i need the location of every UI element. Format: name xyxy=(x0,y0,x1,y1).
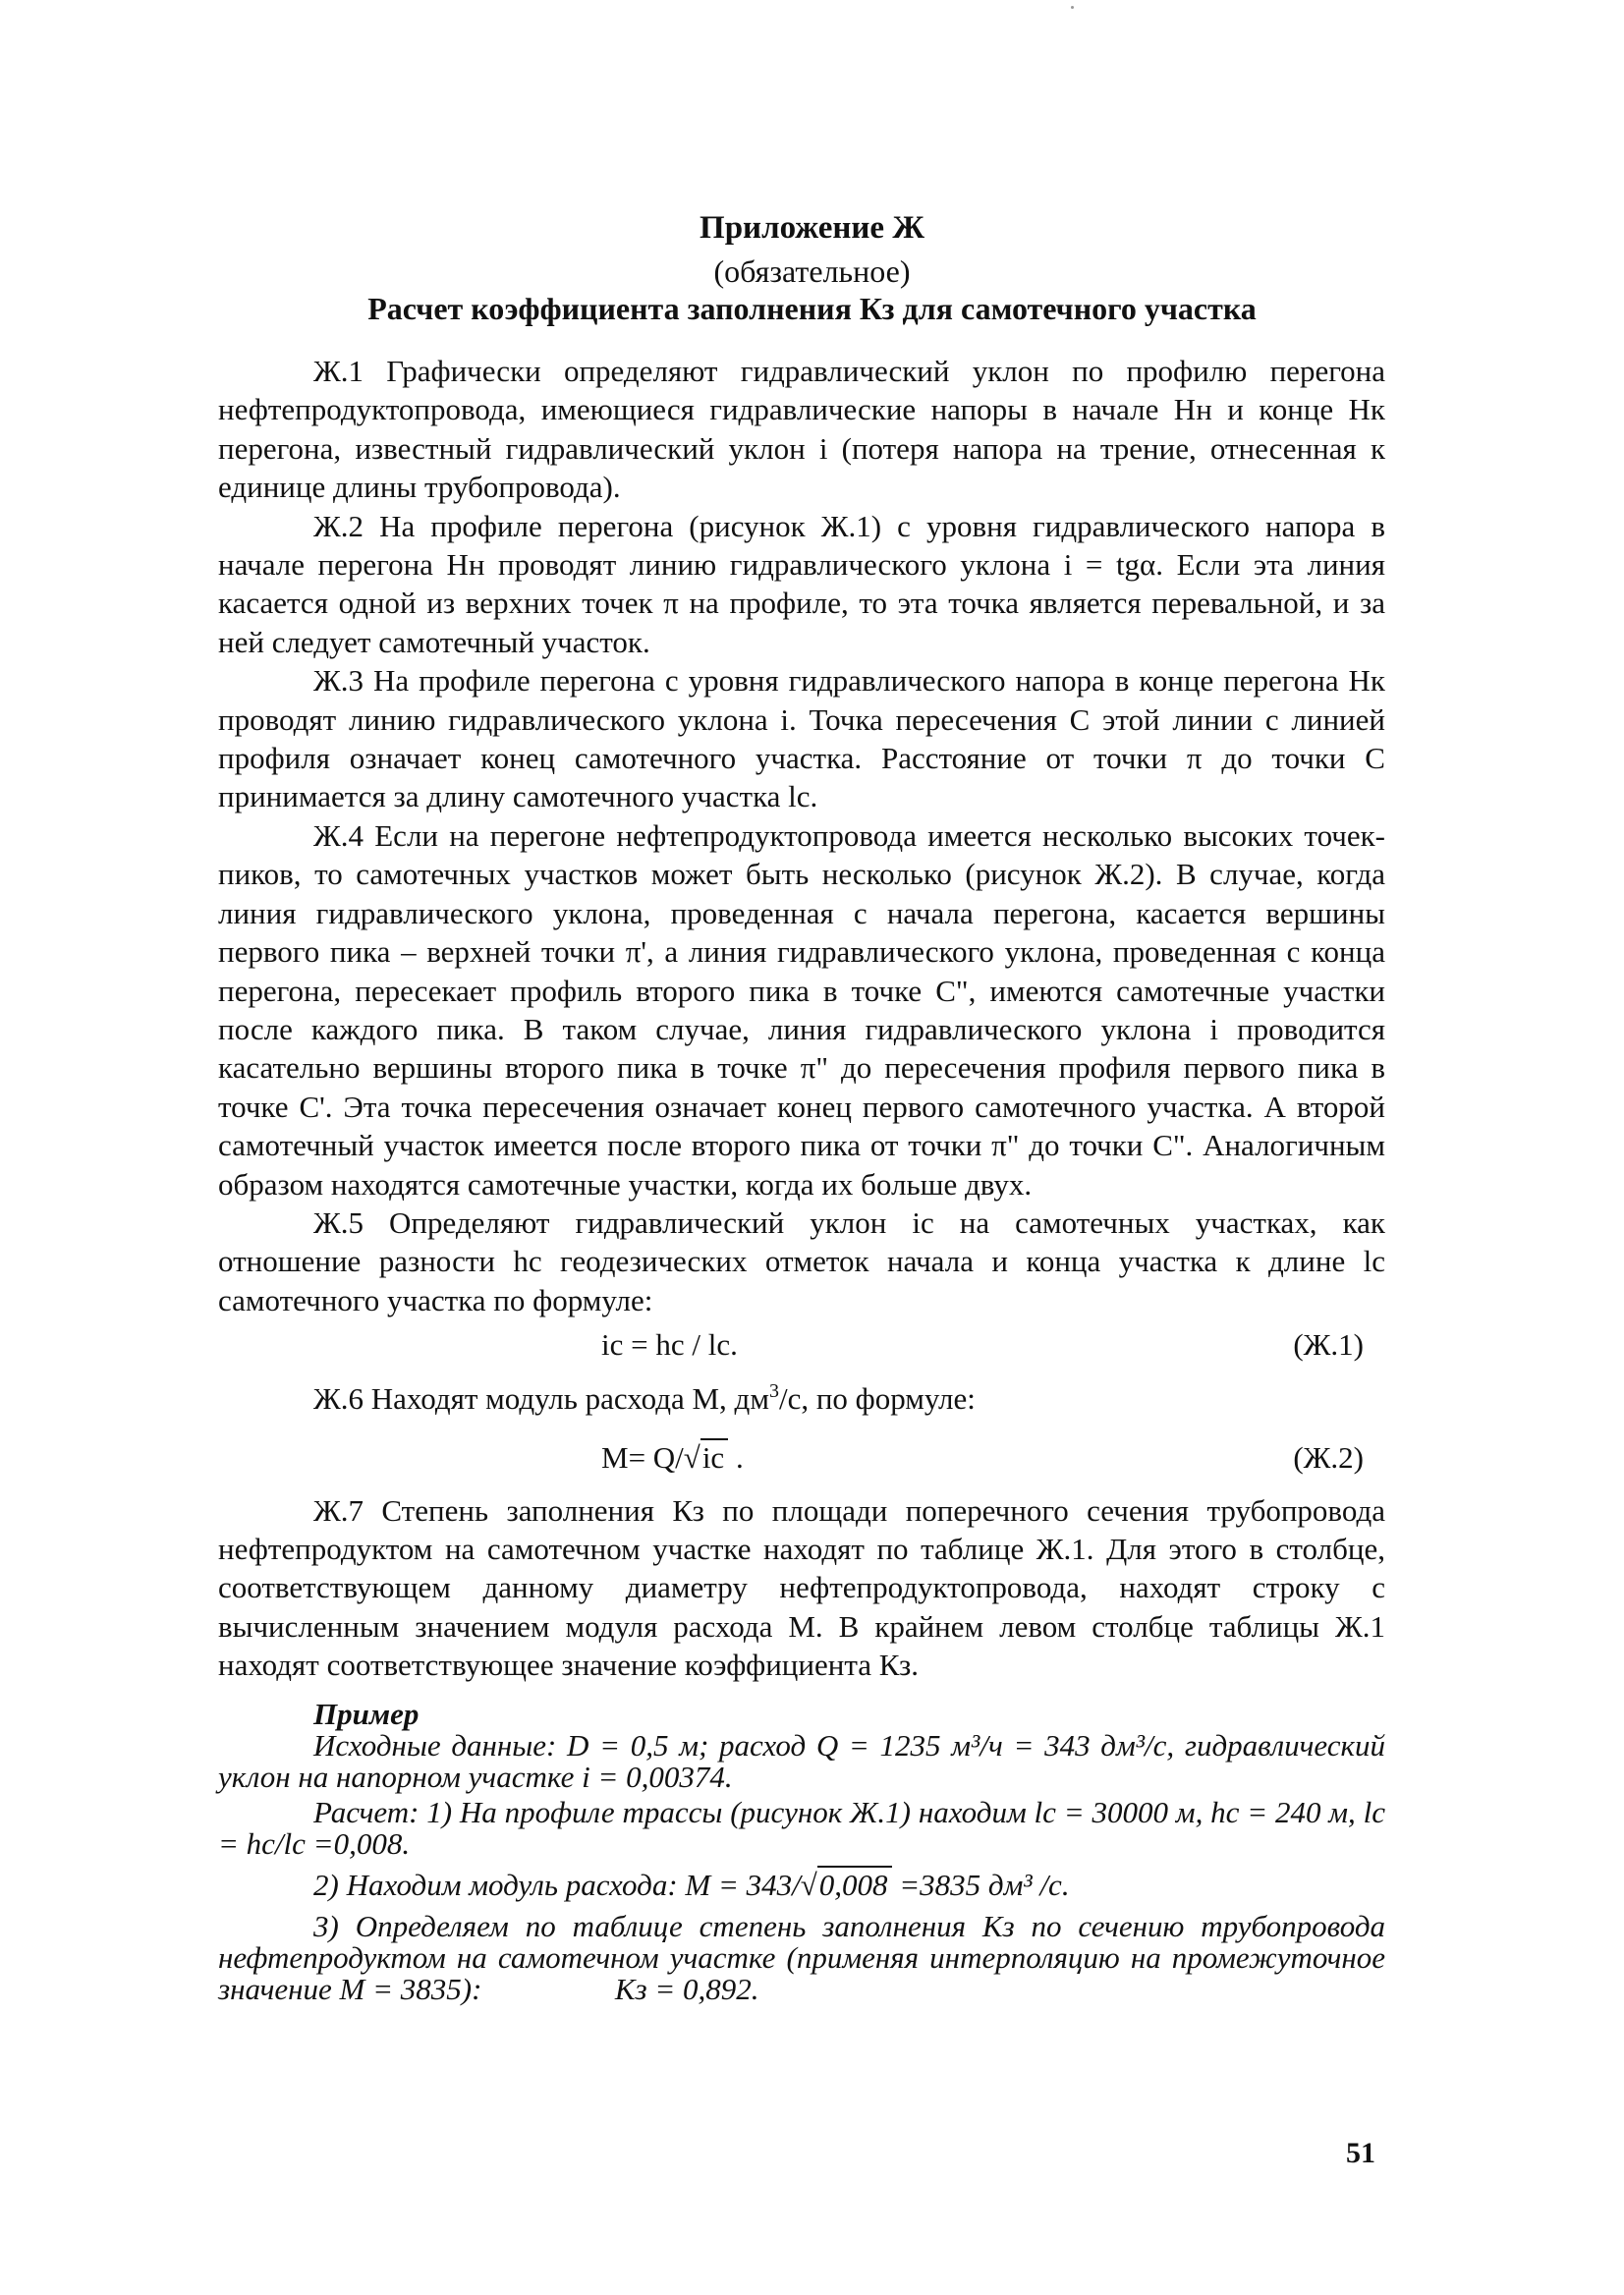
paragraph-zh1: Ж.1 Графически определяют гидравлический уклон по профилю перегона нефтепродуктопровода, имеющиеся гидравлические напоры в начале Нн и конце Нк перегона, известный гидравлический уклон i (потеря напора на трение, отнесенная к единице длины трубопровода). xyxy=(218,354,1385,505)
formula-zh2-left: М= Q/ xyxy=(601,1439,684,1475)
example-block xyxy=(218,1696,1385,2006)
appendix-status: (обязательное) xyxy=(713,253,911,289)
sqrt-sign-icon: √ xyxy=(683,1439,700,1475)
paragraph-zh7: Ж.7 Степень заполнения Кз по площади поперечного сечения трубопровода нефтепродуктом на самотечном участке находят по таблице Ж.1. Для этого в столбце, соответствующем данному диаметру нефтепродуктопровода, находят строку с вычисленным значением модуля расхода М. В крайнем левом столбце таблицы Ж.1 находят соответствующее значение коэффициента Кз. xyxy=(218,1492,1385,1683)
formula-zh2-radicand: iс xyxy=(700,1438,728,1475)
paragraph-zh6: Ж.6 Находят модуль расхода М, $дм^3/с$, по формуле: xyxy=(313,1380,976,1417)
formula-zh1-number: (Ж.1) xyxy=(1293,1327,1364,1363)
example-line-4: 3) Определяем по таблице степень заполнения Кз по сечению трубопровода нефтепродуктом на самотечном участке (применяя интерполяцию на промежуточное значение М = 3835): Кз = 0,892. xyxy=(218,1908,1385,2006)
formula-zh2: М= Q/√iс . (Ж.2) xyxy=(218,1425,1385,1483)
paragraph-zh5: Ж.5 Определяют гидравлический уклон iс на самотечных участках, как отношение разности hс геодезических отметок начала и конца участка к длине lс самотечного участка по формуле: xyxy=(218,1204,1385,1317)
section-title: Расчет коэффициента заполнения Кз для самотечного участка xyxy=(367,291,1257,326)
paragraph-zh2: Ж.2 На профиле перегона (рисунок Ж.1) с уровня гидравлического напора в начале перегона Нн проводят линию гидравлического уклона i = tgα. Если эта линия касается одной из верхних точек π на профиле, то эта точка является перевальной, и за ней следует самотечный участок. xyxy=(218,508,1385,659)
formula-zh1-text: iс = hс / lс. xyxy=(601,1327,738,1363)
sqrt-sign-icon: √ xyxy=(800,1867,817,1902)
appendix-title: Приложение Ж xyxy=(700,210,924,246)
example-line-2: Расчет: 1) На профиле трассы (рисунок Ж.1) находим lс = 30000 м, hс = 240 м, lс = hс/lс =0,008. xyxy=(218,1794,1385,1861)
example-line-3: 2) Находим модуль расхода: М = 343/√0,008 =3835 дм³ /с. xyxy=(313,1867,1070,1902)
formula-zh2-number: (Ж.2) xyxy=(1293,1439,1364,1475)
body-text xyxy=(218,352,1385,2005)
example-line-1: Исходные данные: D = 0,5 м; расход Q = 1235 м³/ч = 343 дм³/с, гидравлический уклон на напорном участке i = 0,00374. xyxy=(218,1727,1385,1794)
paragraph-zh3: Ж.3 На профиле перегона с уровня гидравлического напора в конце перегона Нк проводят линию гидравлического уклона i. Точка пересечения С этой линии с линией профиля означает конец самотечного участка. Расстояние от точки π до точки С принимается за длину самотечного участка lс. xyxy=(218,663,1385,814)
example-result: Кз = 0,892. xyxy=(614,1971,759,2006)
formula-zh1 xyxy=(218,1325,1385,1369)
scan-speck xyxy=(1071,6,1074,9)
example-heading: Пример xyxy=(313,1696,420,1731)
paragraph-zh4: Ж.4 Если на перегоне нефтепродуктопровода имеется несколько высоких точек-пиков, то самотечных участков может быть несколько (рисунок Ж.2). В случае, когда линия гидравлического уклона, проведенная с начала перегона, касается вершины первого пика – верхней точки π', а линия гидравлического уклона, проведенная с конца перегона, пересекает профиль второго пика в точке С", имеются самотечные участки после каждого пика. В таком случае, линия гидравлического уклона i проводится касательно вершины второго пика в точке π" до пересечения профиля первого пика в точке С'. Эта точка пересечения означает конец первого самотечного участка. А второй самотечный участок имеется после второго пика от точки π" до точки С". Аналогичным образом находятся самотечные участки, когда их больше двух. xyxy=(218,817,1385,1202)
page-number: 51 xyxy=(1346,2137,1375,2169)
